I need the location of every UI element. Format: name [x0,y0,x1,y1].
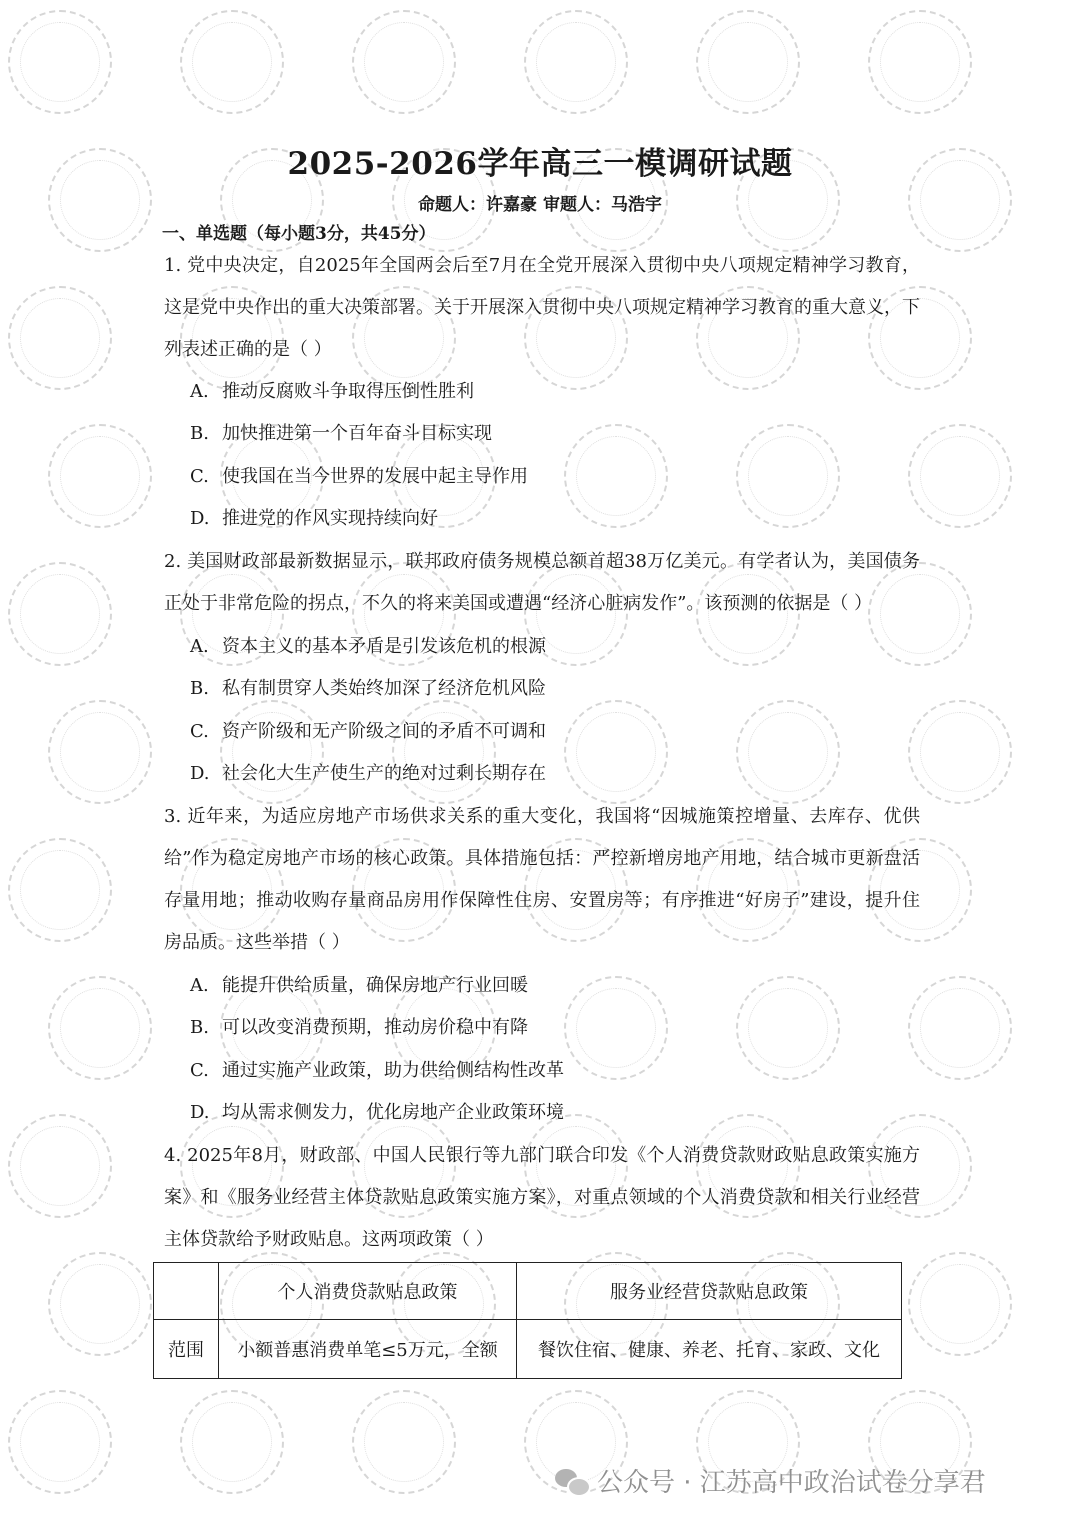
question-2-stem: 2. 美国财政部最新数据显示，联邦政府债务规模总额首超38万亿美元。有学者认为，美国债务正处于非常危险的拐点，不久的将来美国或遭遇“经济心脏病发作”。该预测的依据是（ ） [164,551,920,614]
table-cell: 小额普惠消费单笔≤5万元，全额 [219,1320,517,1379]
footer-text: 公众号 · 江苏高中政治试卷分享君 [597,1468,986,1498]
authors-line: 命题人：许嘉豪 审题人：马浩宇 [418,195,662,215]
wechat-icon [555,1467,589,1495]
option-text: 可以改变消费预期，推动房价稳中有降 [222,1017,528,1038]
option-text: 社会化大生产使生产的绝对过剩长期存在 [222,763,546,784]
page-title: 2025-2026学年高三一模调研试题 [287,146,793,182]
option-letter: C. [190,1060,209,1081]
option-letter: A. [190,381,209,402]
question-1-option-a [190,380,474,404]
option-letter: D. [190,1102,210,1123]
question-3-option-c [190,1059,564,1083]
option-letter: A. [190,636,209,657]
question-2-option-b [190,677,546,701]
table-header-cell: 服务业经营贷款贴息政策 [517,1263,902,1320]
question-1-option-b [190,422,492,446]
option-text: 推动反腐败斗争取得压倒性胜利 [222,381,474,402]
question-4-stem: 4. 2025年8月，财政部、中国人民银行等九部门联合印发《个人消费贷款财政贴息政策实施方案》和《服务业经营主体贷款贴息政策实施方案》，对重点领域的个人消费贷款和相关行业经营主体贷款给予财政贴息。这两项政策（ ） [164,1145,920,1250]
table-cell: 范围 [154,1320,219,1379]
option-text: 资产阶级和无产阶级之间的矛盾不可调和 [222,721,546,742]
option-text: 能提升供给质量，确保房地产行业回暖 [222,975,528,996]
question-2-option-c [190,720,546,744]
option-letter: A. [190,975,209,996]
option-letter: D. [190,763,210,784]
option-letter: C. [190,721,209,742]
question-1-stem: 1. 党中央决定，自2025年全国两会后至7月在全党开展深入贯彻中央八项规定精神学习教育，这是党中央作出的重大决策部署。关于开展深入贯彻中央八项规定精神学习教育的重大意义，下列表述正确的是（ ） [164,255,920,360]
question-2-option-d [190,762,546,786]
section-heading: 一、单选题（每小题3分，共45分） [162,224,436,244]
table-header-cell [154,1263,219,1320]
option-text: 推进党的作风实现持续向好 [222,508,438,529]
policy-table [153,1262,902,1379]
table-cell: 餐饮住宿、健康、养老、托育、家政、文化 [517,1320,902,1379]
option-text: 均从需求侧发力，优化房地产企业政策环境 [222,1102,564,1123]
question-1-option-d [190,507,438,531]
option-letter: B. [190,423,209,444]
footer-watermark [555,1462,986,1499]
question-3-option-a [190,974,528,998]
option-text: 资本主义的基本矛盾是引发该危机的根源 [222,636,546,657]
question-2-option-a [190,635,546,659]
table-row [154,1320,902,1379]
table-header-cell: 个人消费贷款贴息政策 [219,1263,517,1320]
table-header-row [154,1263,902,1320]
option-letter: B. [190,678,209,699]
option-letter: B. [190,1017,209,1038]
option-text: 私有制贯穿人类始终加深了经济危机风险 [222,678,546,699]
option-text: 使我国在当今世界的发展中起主导作用 [222,466,528,487]
option-text: 通过实施产业政策，助力供给侧结构性改革 [222,1060,564,1081]
question-1-option-c [190,465,528,489]
question-3-option-b [190,1016,528,1040]
question-3-option-d [190,1101,564,1125]
option-letter: C. [190,466,209,487]
question-3-stem: 3. 近年来，为适应房地产市场供求关系的重大变化，我国将“因城施策控增量、去库存、优供给”作为稳定房地产市场的核心政策。具体措施包括：严控新增房地产用地，结合城市更新盘活存量用地；推动收购存量商品房用作保障性住房、安置房等；有序推进“好房子”建设，提升住房品质。这些举措（ ） [164,806,920,953]
option-letter: D. [190,508,210,529]
option-text: 加快推进第一个百年奋斗目标实现 [222,423,492,444]
